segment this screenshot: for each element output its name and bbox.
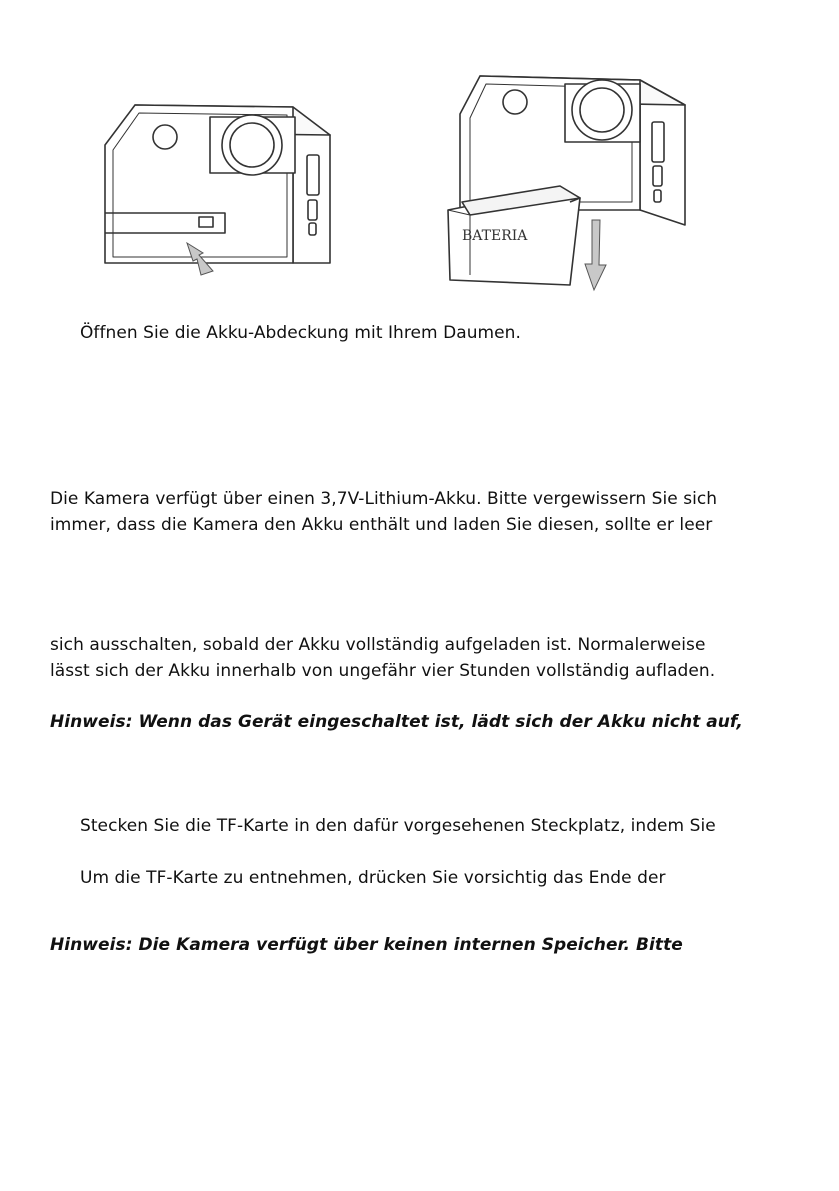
charging-paragraph-line-2: lässt sich der Akku innerhalb von ungefähr vier Stunden vollständig aufladen. [50, 661, 716, 681]
charging-paragraph-line-1: sich ausschalten, sobald der Akku vollständig aufgeladen ist. Normalerweise [50, 635, 706, 655]
tf-card-insert-instruction: Stecken Sie die TF-Karte in den dafür vorgesehenen Steckplatz, indem Sie [80, 816, 716, 836]
battery-paragraph-line-2: immer, dass die Kamera den Akku enthält und laden Sie diesen, sollte er leer [50, 515, 713, 535]
open-cover-instruction: Öffnen Sie die Akku-Abdeckung mit Ihrem Daumen. [80, 323, 521, 343]
tf-card-remove-instruction: Um die TF-Karte zu entnehmen, drücken Sie vorsichtig das Ende der [80, 868, 666, 888]
charging-note: Hinweis: Wenn das Gerät eingeschaltet ist, lädt sich der Akku nicht auf, [50, 712, 743, 732]
camera-cover-illustration [95, 95, 355, 290]
battery-label: BATERIA [462, 228, 528, 244]
camera-battery-illustration [440, 70, 710, 295]
memory-note: Hinweis: Die Kamera verfügt über keinen internen Speicher. Bitte [50, 935, 683, 955]
battery-paragraph-line-1: Die Kamera verfügt über einen 3,7V-Lithium-Akku. Bitte vergewissern Sie sich [50, 489, 718, 509]
